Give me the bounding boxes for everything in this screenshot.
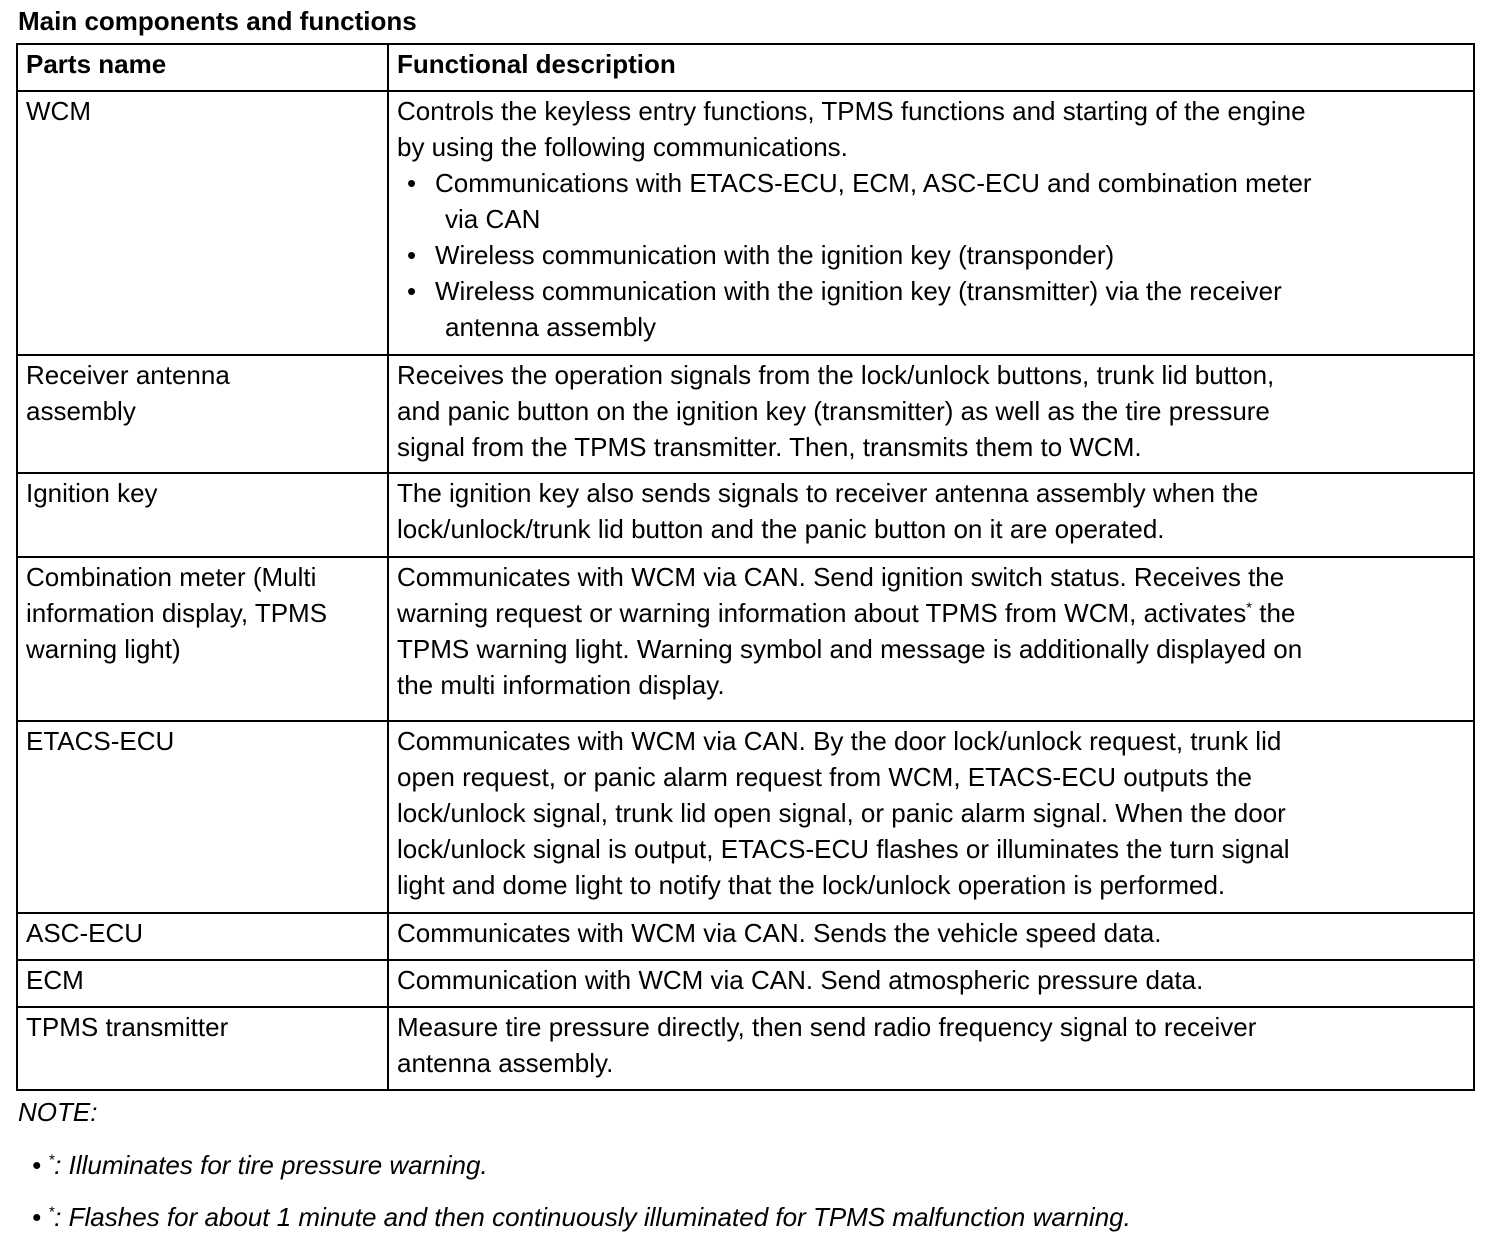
bullet-continuation [397, 201, 1465, 237]
description-line: by using the following communications. [397, 132, 848, 162]
bullet-text: Wireless communication with the ignition key (transponder) [435, 240, 1115, 270]
note-item: • *: Flashes for about 1 minute and then continuously illuminated for TPMS malfunction warning. [32, 1202, 1131, 1232]
description-line: signal from the TPMS transmitter. Then, transmits them to WCM. [397, 432, 1142, 462]
table-header-row [17, 44, 1474, 91]
part-name-line: ETACS-ECU [26, 726, 175, 756]
bullet-icon: • [407, 240, 417, 270]
description-cell [388, 355, 1474, 473]
part-name-line: WCM [26, 96, 91, 126]
part-name-cell [17, 913, 388, 960]
components-table [16, 43, 1475, 1091]
bullet-item [397, 165, 1465, 201]
description-line: The ignition key also sends signals to receiver antenna assembly when the [397, 478, 1259, 508]
bullet-continuation [397, 309, 1465, 345]
header-functional-description: Functional description [388, 44, 1474, 91]
section-title: Main components and functions [18, 6, 417, 36]
part-name-line: Ignition key [26, 478, 158, 508]
description-cell [388, 913, 1474, 960]
description-line: the multi information display. [397, 670, 725, 700]
description-line: and panic button on the ignition key (transmitter) as well as the tire pressure [397, 396, 1270, 426]
part-name-line: Receiver antenna [26, 360, 230, 390]
table-row [17, 913, 1474, 960]
description-cell [388, 557, 1474, 721]
bullet-icon: • [407, 276, 417, 306]
note-label: NOTE: [18, 1097, 98, 1127]
table-row [17, 355, 1474, 473]
table-row [17, 721, 1474, 913]
part-name-line: TPMS transmitter [26, 1012, 229, 1042]
table-row [17, 91, 1474, 355]
bullet-text: antenna assembly [445, 312, 657, 342]
description-line: lock/unlock signal, trunk lid open signal, or panic alarm signal. When the door [397, 798, 1286, 828]
bullet-item [397, 273, 1465, 309]
part-name-cell [17, 721, 388, 913]
description-cell [388, 960, 1474, 1007]
table-row [17, 473, 1474, 557]
part-name-line: ECM [26, 965, 84, 995]
note-item: • *: Illuminates for tire pressure warning. [32, 1150, 488, 1180]
description-cell [388, 721, 1474, 913]
description-cell [388, 473, 1474, 557]
description-line: Communicates with WCM via CAN. Send ignition switch status. Receives the [397, 562, 1285, 592]
description-line: light and dome light to notify that the lock/unlock operation is performed. [397, 870, 1226, 900]
description-line: Measure tire pressure directly, then send radio frequency signal to receiver [397, 1012, 1257, 1042]
part-name-line: information display, TPMS [26, 598, 328, 628]
bullet-item [397, 237, 1465, 273]
part-name-cell [17, 960, 388, 1007]
bullet-text: Wireless communication with the ignition key (transmitter) via the receiver [435, 276, 1282, 306]
description-line: TPMS warning light. Warning symbol and message is additionally displayed on [397, 634, 1303, 664]
table-row [17, 960, 1474, 1007]
table-row [17, 1007, 1474, 1090]
table-row [17, 557, 1474, 721]
description-line: Communicates with WCM via CAN. By the door lock/unlock request, trunk lid [397, 726, 1282, 756]
description-line: lock/unlock/trunk lid button and the panic button on it are operated. [397, 514, 1165, 544]
description-line: Communicates with WCM via CAN. Sends the vehicle speed data. [397, 918, 1162, 948]
description-text: the [1252, 598, 1296, 628]
description-cell [388, 1007, 1474, 1090]
description-line: lock/unlock signal is output, ETACS-ECU flashes or illuminates the turn signal [397, 834, 1290, 864]
description-line: Controls the keyless entry functions, TPMS functions and starting of the engine [397, 96, 1306, 126]
description-text: warning request or warning information about TPMS from WCM, activates [397, 598, 1247, 628]
bullet-text: Communications with ETACS-ECU, ECM, ASC-ECU and combination meter [435, 168, 1312, 198]
bullet-icon: • [407, 168, 417, 198]
part-name-line: warning light) [26, 634, 181, 664]
part-name-cell [17, 473, 388, 557]
part-name-cell [17, 91, 388, 355]
description-line: Communication with WCM via CAN. Send atmospheric pressure data. [397, 965, 1204, 995]
part-name-line: ASC-ECU [26, 918, 144, 948]
description-line: open request, or panic alarm request from WCM, ETACS-ECU outputs the [397, 762, 1252, 792]
description-line: Receives the operation signals from the lock/unlock buttons, trunk lid button, [397, 360, 1275, 390]
part-name-cell [17, 557, 388, 721]
header-parts-name: Parts name [17, 44, 388, 91]
bullet-text: via CAN [445, 204, 541, 234]
part-name-cell [17, 355, 388, 473]
description-line: antenna assembly. [397, 1048, 614, 1078]
part-name-line: assembly [26, 396, 136, 426]
part-name-line: Combination meter (Multi [26, 562, 317, 592]
description-cell [388, 91, 1474, 355]
part-name-cell [17, 1007, 388, 1090]
asterisk-note-ref: * [1246, 599, 1253, 617]
description-line [397, 595, 1465, 631]
